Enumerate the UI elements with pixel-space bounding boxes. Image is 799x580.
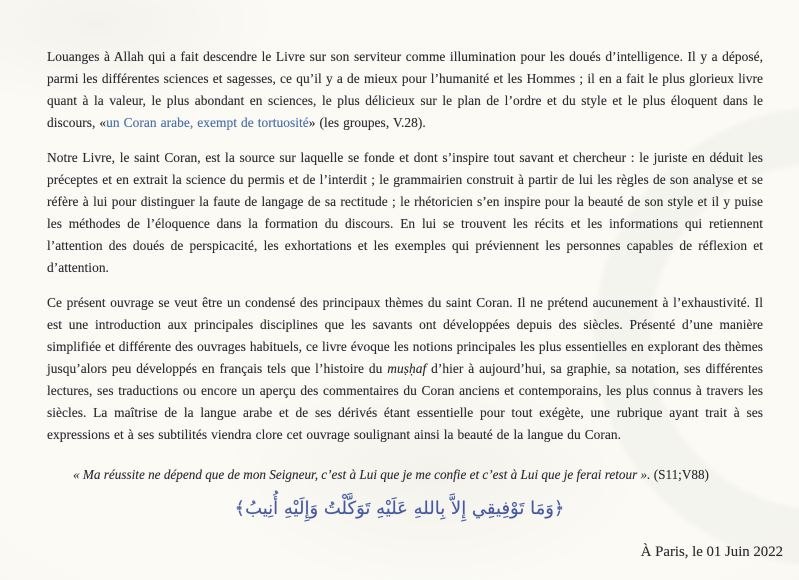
paragraph-2-text: Notre Livre, le saint Coran, est la source sur laquelle se fonde et dont s’inspire tout savant et chercheur : le juriste en déduit les préceptes et en extrait la science du permis et de l’interdit ; le grammairien construit à partir de lui les règles de son analyse et se réfère à lui pour distinguer la faute de langage de sa rectitude ; le rhétoricien s’en inspire pour la beauté de son style et il y puise les méthodes de l’éloquence dans la formation du discours. En lui se trouvent les récits et les informations qui retiennent l’attention des doués de perspicacité, les exhortations et les exemples qui préviennent les personnes capables de réflexion et d’attention. (47, 150, 763, 275)
paragraph-3-text-start: Ce présent ouvrage se veut être un condensé des principaux thèmes du saint Coran. Il ne prétend aucunement à l’exhaustivité. Il est une introduction aux principales disciplines que les savants ont développées depuis des siècles. Présenté d’une manière simplifiée et différente des ouvrages habituels, ce livre évoque les notions principales les plus essentielles en explorant des thèmes jusqu’alors peu développés en français tels que l’histoire du (47, 295, 763, 376)
quran-citation-highlight: un Coran arabe, exempt de tortuosité (106, 115, 309, 130)
paragraph-1 (47, 46, 763, 134)
closing-quote-reference: (S11;V88) (650, 467, 709, 482)
closing-quote-text: « Ma réussite ne dépend que de mon Seigneur, c’est à Lui que je me confie et c’est à Lui que je ferai retour ». (73, 467, 651, 482)
mushaf-term: muṣḥaf (387, 361, 427, 376)
paragraph-2 (47, 147, 763, 279)
paragraph-3-text-end: d’hier à aujourd’hui, sa graphie, sa notation, ses différentes lectures, ses traductions ou encore un aperçu des commentaires du Coran anciens et contemporains, les plus connus à travers les siècles. La maîtrise de la langue arabe et de ses dérivés étant essentielle pour tout exégète, une rubrique ayant trait à ses expressions et à ses subtilités viendra clore cet ouvrage soulignant ainsi la beauté de la langue du Coran. (47, 361, 763, 442)
paragraph-3 (47, 292, 763, 446)
dateline: À Paris, le 01 Juin 2022 (640, 544, 783, 560)
closing-quote (47, 464, 763, 485)
paragraph-1-text: Louanges à Allah qui a fait descendre le Livre sur son serviteur comme illumination pour les doués d’intelligence. Il y a déposé, parmi les différentes sciences et sagesses, ce qu’il y a de mieux pour l’humanité et les Hommes ; il en a fait le plus glorieux livre quant à la valeur, le plus abondant en sciences, le plus délicieux sur le plan de l’ordre et du style et le plus éloquent dans le discours, « (47, 49, 763, 130)
text-block (47, 46, 763, 485)
arabic-verse: ﴿وَمَا تَوْفِيقِي إِلاَّ بِاللهِ عَلَيْهِ تَوَكَّلْتُ وَإِلَيْهِ أُنِيبُ﴾ (234, 498, 565, 519)
paragraph-1-reference: » (les groupes, V.28). (308, 115, 426, 130)
